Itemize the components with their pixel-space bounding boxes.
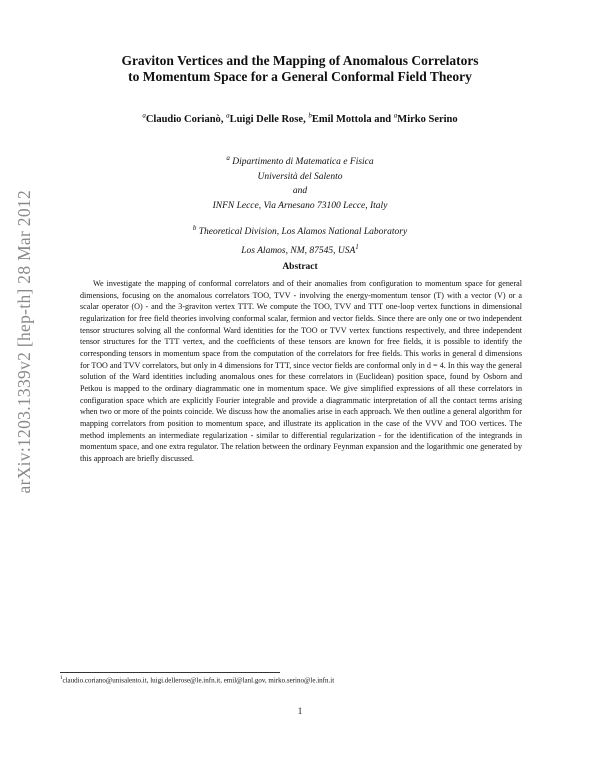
author-separator: , [220,113,227,125]
author-mark: a [142,111,146,119]
page-number: 1 [297,706,303,716]
author-name: Mirko Serino [397,113,458,125]
author-name: Claudio Corianò [145,113,221,125]
footnote: $^1$claudio.coriano@unisalento.it, luigi.dellerose@le.infn.it, emil@lanl.gov, mirko.serino@le.infn.it [60,676,335,685]
author [393,111,458,125]
author-separator: and [371,113,394,125]
arxiv-stamp: arXiv:1203.1339v2 [hep-th] 28 Mar 2012 [14,190,34,494]
affiliation-mark: a [226,154,230,162]
affiliation-b: $^b$ Theoretical Division, Los Alamos National Laboratory Los Alamos, NM, 87545, USA$^1$ [192,224,408,256]
author [142,111,227,125]
footnote-mark: 1 [355,242,359,251]
affiliation-a: $^a$ Dipartimento di Matematica e Fisica Università del Salento and INFN Lecce, Via Arnesano 73100 Lecce, Italy [212,154,388,211]
author-mark: a [226,111,230,119]
author-mark: a [393,111,398,119]
title-line-2: to Momentum Space for a General Conformal Field Theory [128,69,472,84]
abstract-heading: Abstract [282,262,318,272]
abstract-body: We investigate the mapping of conformal correlators and of their anomalies from configuration to momentum space for general dimensions, focusing on the anomalous correlators TOO, TVV - involving the energy-momentum tensor (T) with a vector (V) or a scalar operator (O) - and the 3-graviton vertex TTT. We compute the TOO, TVV and TTT one-loop vertex functions in dimensional regularization for free field theories involving conformal scalar, fermion and vector fields. Since there are only one or two independent tensor structures solving all the conformal Ward identities for the TOO or TVV vertex functions respectively, and three independent tensor structures for the TTT vertex, and the coefficients of these tensors are known for free fields, it is possible to identify the corresponding tensors in momentum space from the computation of the correlators for free fields. This works in general d dimensions for TOO and TVV correlators, but only in 4 dimensions for TTT, since vector fields are conformal only in d = 4. In this way the general solution of the Ward identities including anomalous ones for these correlators in (Euclidean) position space, found by Osborn and Petkou is mapped to the ordinary diagrammatic one in momentum space. We give simplified expressions of all these correlators in configuration space which are explicitly Fourier integrable and provide a diagrammatic interpretation of all the contact terms arising when two or more of the points coincide. We discuss how the anomalies arise in each approach. We then outline a general algorithm for mapping correlators from position to momentum space, and illustrate its application in the case of the VVV and TOO vertices. The method implements an intermediate regularization - similar to differential regularization - for the identification of the integrands in momentum space, and one extra regulator. The relation between the ordinary Feynman expansion and the logarithmic one generated by this approach are briefly discussed. [80,279,522,463]
author-name: Emil Mottola [311,113,372,125]
author [308,111,394,125]
author [226,111,309,125]
paper-title [0,53,600,85]
affiliation-mark: b [192,224,197,232]
author-list [0,111,600,125]
author-mark: b [308,111,312,119]
author-separator: , [303,113,309,125]
footnote-emails: claudio.coriano@unisalento.it, luigi.dellerose@le.infn.it, emil@lanl.gov, mirko.serino@le.infn.it [62,676,335,685]
author-name: Luigi Delle Rose [229,113,304,125]
title-line-1: Graviton Vertices and the Mapping of Anomalous Correlators [121,53,479,68]
footnote-rule [60,672,280,673]
